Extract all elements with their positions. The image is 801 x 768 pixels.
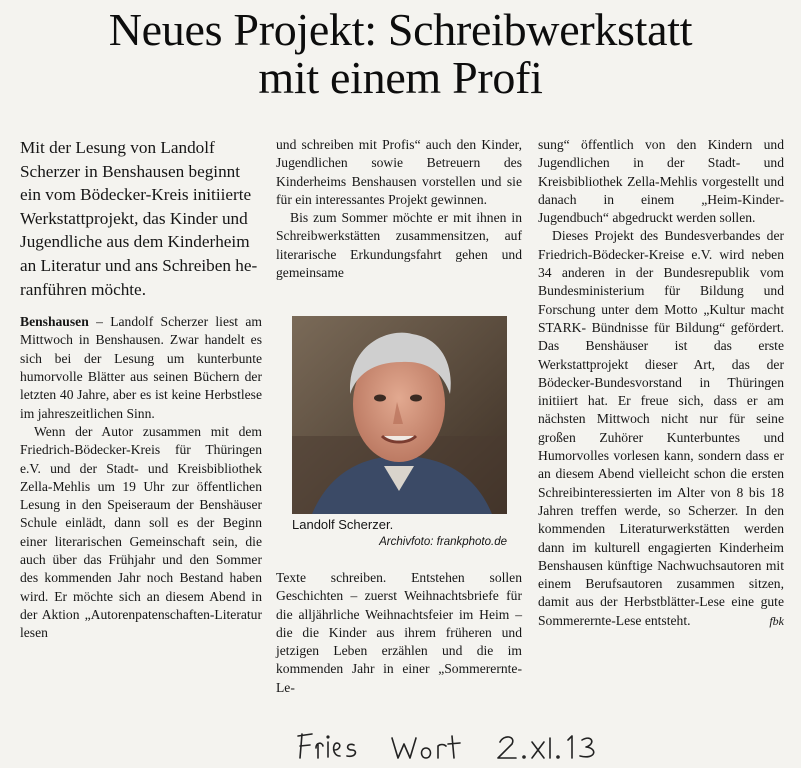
portrait-image	[292, 316, 507, 514]
handwritten-source-note	[292, 728, 622, 764]
col3-paragraph-1: sung“ öffentlich von den Kindern und Jugendlichen in der Stadt- und Kreisbibliothek Zella-Mehlis vorgestellt und danach in einem „Heim-Kinder-Jugendbuch“ abgedruckt werden sollen.	[538, 137, 784, 226]
dateline: Benshausen	[20, 314, 89, 330]
handwriting-scribble	[292, 728, 622, 764]
column-2-bottom	[276, 569, 522, 697]
col2-paragraph-2: Bis zum Sommer möchte er mit ihnen in Schreibwerkstätten zusammensitzen, auf literarische Erkundungsfahrt gehen und gemeinsame	[276, 210, 522, 281]
lead-paragraph: Mit der Lesung von Landolf Scherzer in Benshausen beginnt ein vom Bödecker-Kreis initiierte Werkstattprojekt, das Kinder und Jugendliche aus dem Kinderheim an Literatur und ans Schreiben heranführen möchte.	[20, 138, 258, 299]
column-2	[276, 136, 522, 282]
column-3	[538, 136, 784, 630]
photo-credit: Archivfoto: frankphoto.de	[379, 536, 507, 548]
headline-line-2: mit einem Profi	[258, 52, 543, 103]
column-1	[20, 136, 262, 643]
headline-line-1: Neues Projekt: Schreibwerkstatt	[108, 4, 693, 55]
headline	[0, 6, 801, 102]
col2-paragraph-1: und schreiben mit Profis“ auch den Kinder, Jugendlichen sowie Betreuern des Kinderheims Benshausen vorstellen und sie für ein interessantes Projekt gewinnen.	[276, 137, 522, 207]
col1-paragraph-1	[20, 313, 262, 423]
col2-paragraph-3: Texte schreiben. Entstehen sollen Geschichten – zuerst Weihnachtsbriefe für die alljährliche Weihnachtsfeier im Heim – die die Kinder aus ihrem früheren und jetzigen Leben erzählen und die im kommenden Jahr in einer „Sommerernte- Le-	[276, 570, 522, 695]
photo-caption: Landolf Scherzer.	[292, 517, 394, 532]
col1-p1-text: – Landolf Scherzer liest am Mittwoch in Benshausen. Zwar handelt es sich bei der Lesung um kunterbunte humorvolle Blätter aus seinen Büchern der letzten 40 Jahre, aber es ist keine Herbstlese im jahreszeitlichen Sinn.	[20, 314, 262, 421]
author-signature: fbk	[769, 614, 784, 629]
portrait-photo	[292, 316, 507, 514]
col3-paragraph-2: Dieses Projekt des Bundesverbandes der Friedrich-Bödecker-Kreise e.V. wird neben 34 anderen in der Bundesrepublik vom Bundesministerium für Bildung und Forschung unter dem Motto „Kultur macht STARK- Bündnisse für Bildung“ gefördert. Das Benshäuser ist das erste Werkstattprojekt dieser Art, das der Bödecker-Bundesvorstand in Thüringen initiiert hat. Er freue sich, dass er am nächsten Mittwoch nicht nur für seine großen Zuhörer Kunterbuntes und Humorvolles vorlesen kann, sondern dass er an diesem Abend vielleicht schon die ersten Schreibinteressierten im Alter von 8 bis 18 Jahren treffen werde, so Scherzer. In den kommenden Literaturwerkstätten werden dann im kulturell engagierten Kinderheim Benshausen künftige Nachwuchsautoren mit einem Berufsautoren zusammen sitzen, damit aus der Herbstblätter-Lese eine gute Sommerernte-Lese entsteht.	[538, 228, 784, 628]
col1-paragraph-2: Wenn der Autor zusammen mit dem Friedrich-Bödecker-Kreis für Thüringen e.V. und der Stadt- und Kreisbibliothek Zella-Mehlis um 19 Uhr zur öffentlichen Lesung in den Speiseraum der Benshäuser Schule einlädt, dann soll es der Beginn einer literarischen Gemeinschaft sein, die auch über das Frühjahr und den Sommer des kommenden Jahr noch Bestand haben wird. Er möchte sich an diesem Abend in der Aktion „Autorenpatenschaften-Literatur lesen	[20, 423, 262, 641]
